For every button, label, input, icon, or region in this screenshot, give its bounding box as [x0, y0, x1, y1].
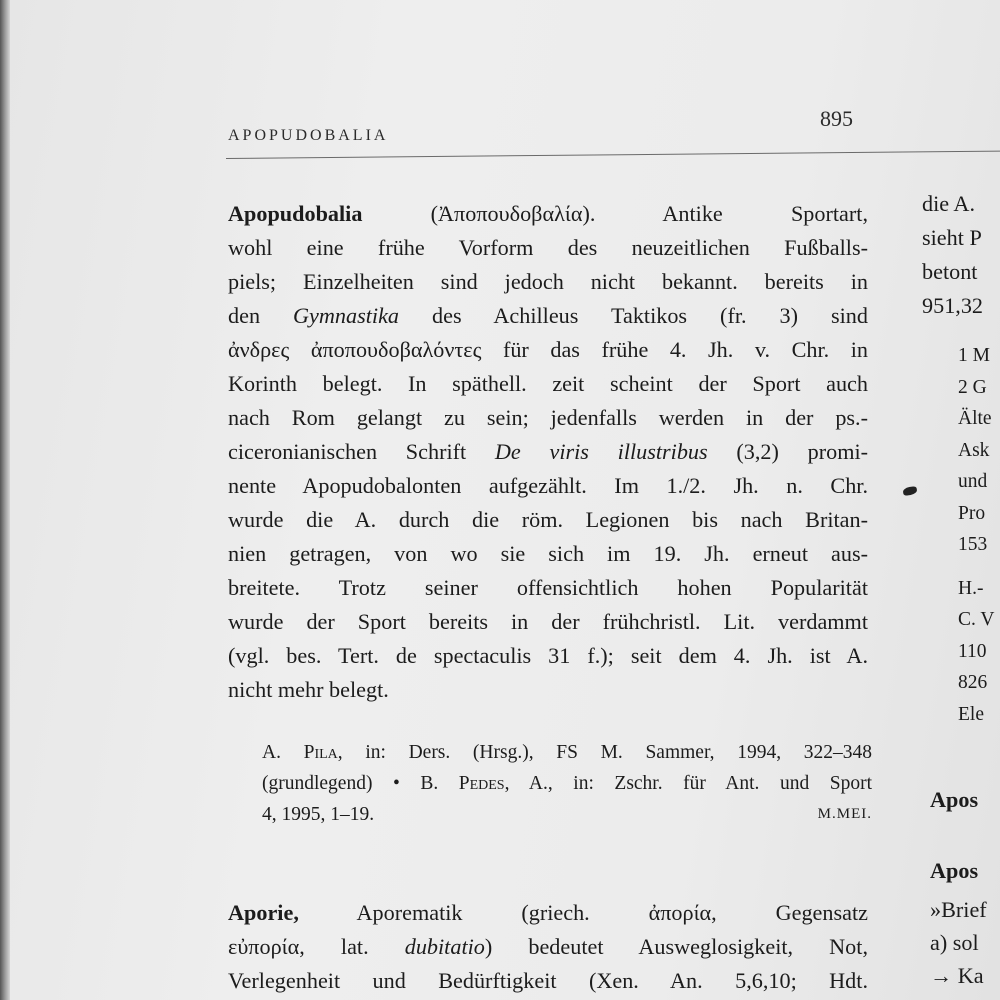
entry-line: wohl eine frühe Vorform des neuzeitlichen Fußballs- — [228, 235, 868, 260]
column2-line: 951,32 — [922, 293, 984, 318]
author-name: Pedes — [458, 773, 505, 794]
page-edge — [0, 0, 10, 1000]
column2-bottom — [930, 893, 987, 992]
column2-ref: 153 — [958, 534, 988, 555]
entry-line: wurde die A. durch die röm. Legionen bis nach Britan- — [228, 507, 868, 532]
column2-line: die A. — [922, 191, 975, 216]
lemma-apopudobalia: Apopudobalia — [228, 201, 363, 226]
literature-block — [262, 737, 872, 830]
entry-line: ciceronianischen Schrift De viris illustribus (3,2) promi- — [228, 439, 868, 464]
column2-ref: Älte — [958, 408, 992, 429]
entry-line: nente Apopudobalonten aufgezählt. Im 1./2. Jh. n. Chr. — [228, 473, 868, 498]
column2-ref: 1 M — [958, 345, 990, 366]
entry-line: den Gymnastika des Achilleus Taktikos (fr. 3) sind — [228, 303, 868, 328]
column2-line: »Brief — [930, 897, 987, 922]
column2-line: a) sol — [930, 930, 979, 955]
column2-ref: und — [958, 471, 988, 492]
entry-aporie — [228, 896, 868, 998]
entry-line: Verlegenheit und Bedürftigkeit (Xen. An. 5,6,10; Hdt. — [228, 968, 868, 993]
entry-apopudobalia — [228, 197, 868, 707]
author-signature: M.MEI. — [817, 806, 872, 822]
column2-line: betont — [922, 259, 978, 284]
author-name: Pila — [303, 742, 338, 763]
column2-ref: Ask — [958, 439, 990, 461]
italic-title: Gymnastika — [293, 303, 400, 328]
entry-line: nicht mehr belegt. — [228, 677, 389, 702]
column2-ref: 826 — [958, 672, 988, 693]
entry-line-text: (Ἀποπουδοβαλία). Antike Sportart, — [362, 201, 868, 226]
entry-line-text: Aporematik (griech. ἀπορία, Gegensatz — [298, 900, 868, 925]
page-number: 895 — [820, 106, 853, 131]
entry-line: nien getragen, von wo sie sich im 19. Jh. erneut aus- — [228, 541, 868, 566]
lemma-aporie: Aporie, — [228, 900, 299, 925]
column2-line: → Ka — [930, 963, 984, 988]
entry-line: breitete. Trotz seiner offensichtlich hohen Popularität — [228, 575, 868, 600]
column2-ref: Ele — [958, 703, 984, 725]
entry-line: ἀνδρες ἀποπουδοβαλόντες für das frühe 4. Jh. v. Chr. in — [228, 337, 868, 362]
literature-line: A. Pila, in: Ders. (Hrsg.), FS M. Sammer, 1994, 322–348 — [262, 742, 872, 763]
entry-line: (vgl. bes. Tert. de spectaculis 31 f.); seit dem 4. Jh. ist A. — [228, 643, 868, 668]
column2-references — [958, 340, 995, 730]
header-rule — [226, 150, 1000, 159]
entry-line — [228, 896, 868, 930]
italic-title: De viris illustribus — [494, 439, 708, 464]
entry-line: εὐπορία, lat. dubitatio) bedeutet Ausweglosigkeit, Not, — [228, 934, 868, 959]
column2-ref: 2 G — [958, 376, 987, 398]
column2-heading: Apos — [930, 858, 979, 883]
column2-ref: H.- — [958, 577, 984, 599]
column2-top — [922, 187, 1000, 323]
column2-heading: Apos — [930, 787, 979, 812]
literature-line-text: 4, 1995, 1–19. — [262, 804, 375, 825]
margin-ink-mark — [902, 486, 917, 496]
italic-title: dubitatio — [404, 934, 485, 959]
column2-ref: 110 — [958, 640, 987, 662]
column2-line: sieht P — [922, 225, 982, 250]
entry-line: nach Rom gelangt zu sein; jedenfalls werden in der ps.- — [228, 405, 868, 430]
entry-line: piels; Einzelheiten sind jedoch nicht bekannt. bereits in — [228, 269, 868, 294]
column2-ref: Pro — [958, 502, 986, 524]
literature-line: (grundlegend) • B. Pedes, A., in: Zschr. für Ant. und Sport — [262, 773, 872, 794]
literature-line — [262, 799, 872, 830]
column2-ref: C. V — [958, 609, 995, 630]
entry-line: wurde der Sport bereits in der frühchristl. Lit. verdammt — [228, 609, 868, 634]
entry-line — [228, 197, 868, 231]
running-head: APOPUDOBALIA — [228, 127, 389, 144]
entry-line: Korinth belegt. In späthell. zeit scheint der Sport auch — [228, 371, 868, 396]
